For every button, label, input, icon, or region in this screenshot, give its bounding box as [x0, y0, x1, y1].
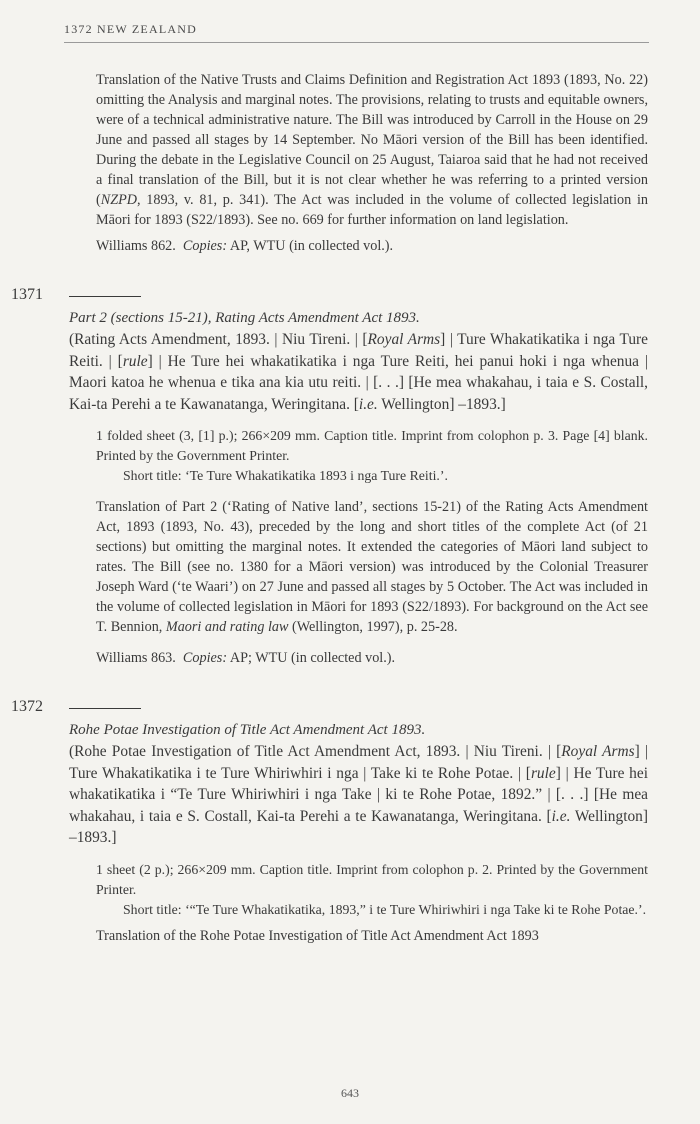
entry-rule [69, 296, 141, 297]
entry-transcription: (Rating Acts Amendment, 1893. | Niu Tireni. | [Royal Arms] | Ture Whakatikatika i nga Ture Reiti. | [rule] | He Ture hei whakatikatika i nga Ture Reiti, hei panui hoki i nga whenua | Maori katoa he whenua e tika ana kia utu reiti. | [. . .] [He mea whakahau, i taia e S. Costall, Kai-ta Perehi a te Kawanatanga, Weringitana. [i.e. Wellington] –1893.] [69, 331, 648, 413]
entry-translation-note: Translation of Part 2 (‘Rating of Native land’, sections 15-21) of the Rating Acts Amendment Act, 1893 (1893, No. 43), preceded by the long and short titles of the complete Act (of 21 sections) but omitting the marginal notes. It extended the categories of Māori land subject to rates. The Bill (see no. 1380 for a Māori version) was introduced by the Colonial Treasurer Joseph Ward (‘te Waari’) on 27 June and passed all stages by 5 October. The Act was included in the volume of collected legislation in Māori for 1893 (S22/1893). For background on the Act see T. Bennion, Maori and rating law (Wellington, 1997), p. 25-28. [96, 499, 648, 635]
entry-transcription: (Rohe Potae Investigation of Title Act Amendment Act, 1893. | Niu Tireni. | [Royal Arms] | Ture Whakatikatika i te Ture Whiriwhiri i nga | Take ki te Rohe Potae. | [rule] | He Ture hei whakatikatika i “Te Ture Whiriwhiri i nga Take | ki te Rohe Potae, 1892.” | [. . .] [He mea whakahau, i taia e S. Costall, Kai-ta Perehi a te Kawanatanga, Weringitana. [i.e. Wellington] –1893.] [69, 743, 649, 846]
entry-translation-note: Translation of the Rohe Potae Investigation of Title Act Amendment Act 1893 [96, 927, 539, 944]
entry-title: Rohe Potae Investigation of Title Act Amendment Act 1893. [69, 722, 426, 738]
entry-short-title: Short title: ‘“Te Ture Whakatikatika, 1893,” i te Ture Whiriwhiri i nga Take ki te Rohe Potae.’. [123, 901, 647, 917]
entry-physical-description: 1 sheet (2 p.); 266×209 mm. Caption title. Imprint from colophon p. 2. Printed by the Government Printer. [96, 861, 648, 897]
entry-copies: Williams 863. Copies: AP; WTU (in collected vol.). [96, 650, 396, 666]
entry-rule [69, 708, 141, 709]
entry-1372 [0, 694, 700, 946]
page-number: 643 [341, 1086, 359, 1100]
entry-header [11, 694, 700, 720]
entry-physical-description: 1 folded sheet (3, [1] p.); 266×209 mm. Caption title. Imprint from colophon p. 3. Page [4] blank. Printed by the Government Printer. [96, 428, 648, 463]
previous-entry-translation: Translation of the Native Trusts and Claims Definition and Registration Act 1893 (1893, No. 22) omitting the Analysis and marginal notes. The provisions, relating to trusts and equitable owners, were of a technical administrative nature. The Bill was introduced by Carroll in the House on 29 June and passed all stages by 14 September. No Māori version of the Bill has been identified. During the debate in the Legislative Council on 25 August, Taiaroa said that he had not received a final translation of the Bill, but it is not clear whether he was referring to a printed version (NZPD, 1893, v. 81, p. 341). The Act was included in the volume of collected legislation in Māori for 1893 (S22/1893). See no. 669 for further information on land legislation. [96, 72, 648, 228]
entry-short-title: Short title: ‘Te Ture Whakatikatika 1893 i nga Ture Reiti.’. [123, 468, 448, 483]
entry-number: 1371 [11, 286, 43, 303]
entry-title: Part 2 (sections 15-21), Rating Acts Amendment Act 1893. [69, 310, 420, 326]
entry-1371 [0, 282, 700, 668]
previous-entry-copies: Williams 862. Copies: AP, WTU (in collected vol.). [96, 238, 394, 254]
running-head: 1372 NEW ZEALAND [64, 22, 649, 43]
page-content [0, 70, 700, 946]
entry-header [11, 282, 700, 308]
entry-number: 1372 [11, 698, 43, 715]
